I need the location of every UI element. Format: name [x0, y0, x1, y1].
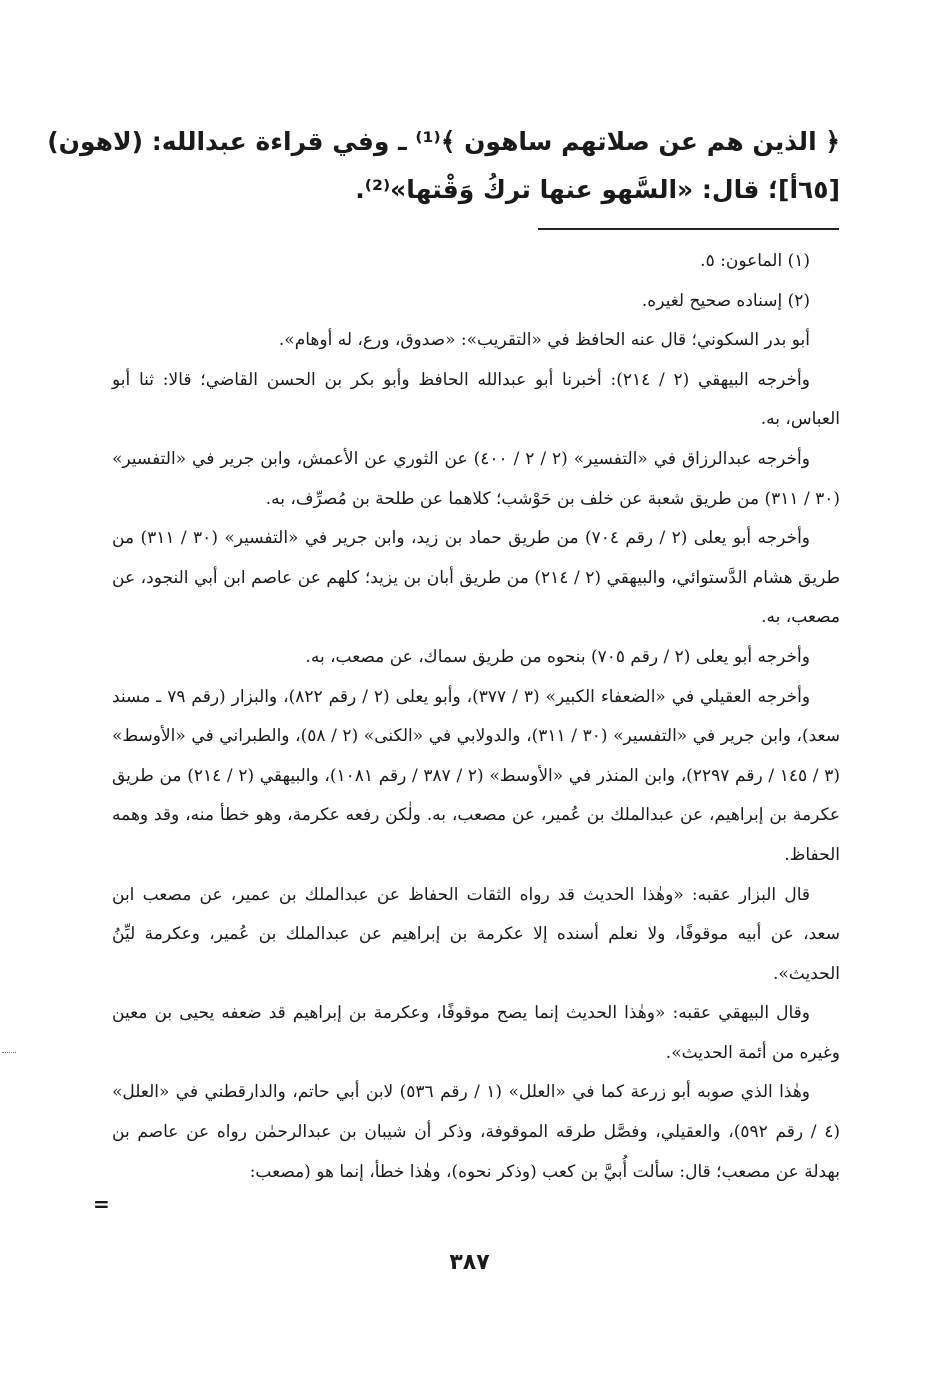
footnote-paragraph: وأخرجه عبدالرزاق في «التفسير» (٢ / ٢ / ٤٠٠) عن الثوري عن الأعمش، وابن جرير في «التفسير» (٣٠ / ٣١١) من طريق شعبة عن خلف بن حَوْشب؛ كلاهما عن طلحة بن مُصرِّف، به.: [112, 448, 840, 509]
continuation-mark: =: [93, 1192, 110, 1216]
footnote-paragraph: وأخرجه أبو يعلى (٢ / رقم ٧٠٤) من طريق حماد بن زيد، وابن جرير في «التفسير» (٣٠ / ٣١١) من طريق هشام الدَّستوائي، والبيهقي (٢ / ٢١٤) من طريق أبان بن يزيد؛ كلهم عن عاصم ابن أبي النجود، عن مصعب، به.: [112, 528, 840, 628]
footnotes: [112, 242, 840, 1192]
footnote-paragraph: أبو بدر السكوني؛ قال عنه الحافظ في «التقريب»: «صدوق، ورع، له أوهام».: [278, 330, 810, 351]
margin-speck: [2, 1052, 16, 1055]
footnote-paragraph: وأخرجه أبو يعلى (٢ / رقم ٧٠٥) بنحوه من طريق سماك، عن مصعب، به.: [305, 646, 810, 667]
footnote-separator: [538, 228, 839, 230]
main-text: [47, 118, 840, 214]
footnote-paragraph: وأخرجه العقيلي في «الضعفاء الكبير» (٣ / ٣٧٧)، وأبو يعلى (٢ / رقم ٨٢٢)، والبزار (رقم ٧٩ ـ مسند سعد)، وابن جرير في «التفسير» (٣٠ / ٣١١)، والدولابي في «الكنى» (٢ / ٥٨)، والطبراني في «الأوسط» (٣ / ١٤٥ / رقم ٢٢٩٧)، وابن المنذر في «الأوسط» (٢ / ٣٨٧ / رقم ١٠٨١)، والبيهقي (٢ / ٢١٤) من طريق عكرمة بن إبراهيم، عن عبدالملك بن عُمير، عن مصعب، به. ولٰكن رفعه عكرمة، وهو خطأ منه، وقد وهمه الحفاظ.: [112, 686, 840, 865]
page-number: ٣٨٧: [449, 1250, 490, 1275]
footnote-paragraph: قال البزار عقبه: «وهٰذا الحديث قد رواه الثقات الحفاظ عن عبدالملك بن عمير، عن مصعب ابن سعد، عن أبيه موقوفًا، ولا نعلم أسنده إلا عكرمة بن إبراهيم عن عبدالملك بن عُمير، وعكرمة ليِّنُ الحديث».: [112, 884, 840, 984]
main-text-line: ﴿ الذين هم عن صلاتهم ساهون ﴾⁽¹⁾ ـ وفي قراءة عبدالله: (لاهون): [47, 127, 840, 156]
main-text-line: [٦٥أ]؛ قال: «السَّهو عنها تركُ وَقْتها»⁽²⁾.: [355, 175, 840, 204]
footnote-paragraph: وهٰذا الذي صوبه أبو زرعة كما في «العلل» (١ / رقم ٥٣٦) لابن أبي حاتم، والدارقطني في «العلل» (٤ / رقم ٥٩٢)، والعقيلي، وفصَّل طرقه الموقوفة، وذكر أن شيبان بن عبدالرحمٰن رواه عن عاصم بن بهدلة عن مصعب؛ قال: سألت أُبيَّ بن كعب (وذكر نحوه)، وهٰذا خطأ، إنما هو (مصعب:: [112, 1082, 840, 1182]
footnote-1: (١) الماعون: ٥.: [700, 251, 810, 271]
footnote-paragraph: وقال البيهقي عقبه: «وهٰذا الحديث إنما يصح موقوفًا، وعكرمة بن إبراهيم قد ضعفه يحيى بن معين وغيره من أئمة الحديث».: [112, 1003, 840, 1063]
footnote-2: (٢) إسناده صحيح لغيره.: [641, 290, 810, 311]
footnote-paragraph: وأخرجه البيهقي (٢ / ٢١٤): أخبرنا أبو عبدالله الحافظ وأبو بكر بن الحسن القاضي؛ قالا: ثنا أبو العباس، به.: [112, 369, 840, 430]
